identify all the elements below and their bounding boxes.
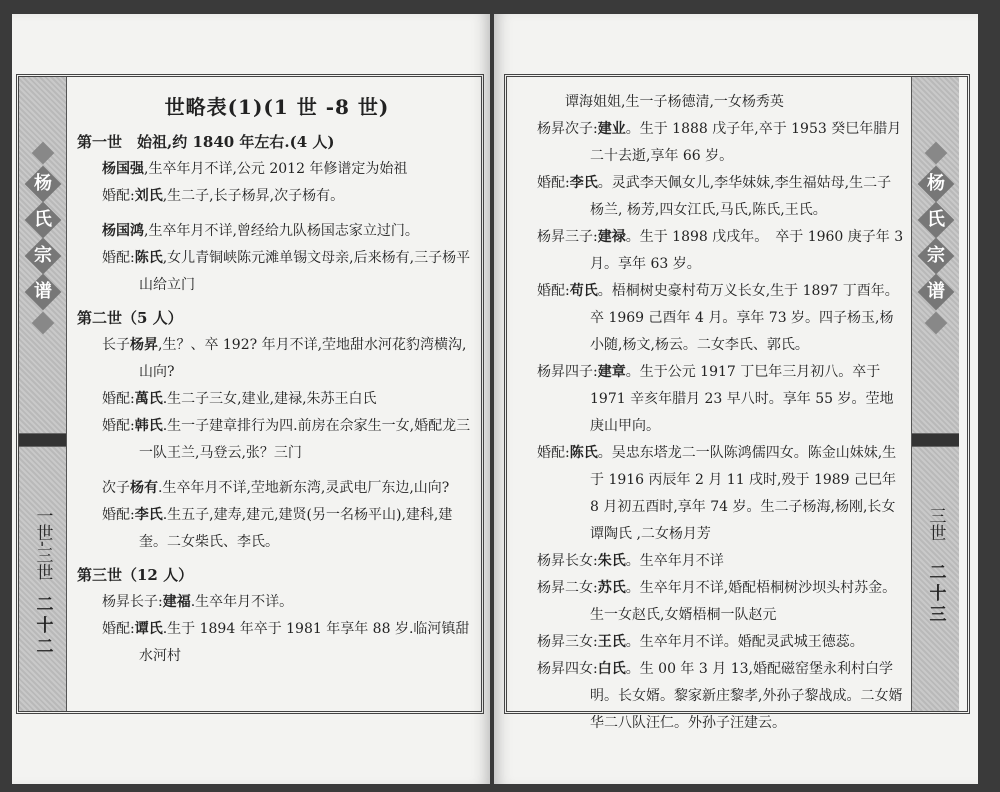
entry-text: 。吴忠东塔龙二一队陈鸿儒四女。陈金山妹妹,生于 1916 丙辰年 2 月 11 戌时,殁于 1989 己巳年 8 月初五酉时,享年 74 岁。生二子杨海,杨刚,长女谭陶氏 ,二女杨月芳: [590, 445, 897, 542]
genealogy-entry: [102, 332, 477, 386]
entry-name: 韩氏: [134, 418, 163, 434]
page-frame: [504, 74, 970, 731]
entry-prefix: 婚配:: [537, 175, 570, 191]
genealogy-entry: [537, 278, 905, 359]
left-page-body: [77, 77, 477, 670]
continued-text: 谭海姐姐,生一子杨德清,一女杨秀英: [565, 94, 784, 110]
brand-diamonds: [912, 137, 959, 339]
brand-diamonds: [19, 137, 66, 339]
entry-name: 杨国强: [102, 161, 144, 177]
entry-name: 陈氏: [134, 250, 163, 266]
entry-text: ,生卒年月不详,公元 2012 年修谱定为始祖: [144, 161, 408, 177]
genealogy-entry: [102, 589, 477, 616]
entry-text: .生一子建章排行为四.前房在佘家生一女,婚配龙三一队王兰,马登云,张？三门: [139, 418, 471, 461]
entry-name: 朱氏: [597, 553, 626, 569]
brand-char-text: 谱: [33, 281, 52, 302]
entry-name: 陈氏: [569, 445, 598, 461]
entry-name: 王氏: [597, 634, 626, 650]
side-labels: [912, 507, 959, 626]
genealogy-entry: [102, 156, 477, 183]
genealogy-entry: [102, 413, 477, 467]
entry-prefix: 次子: [102, 480, 130, 496]
brand-char: [24, 238, 61, 275]
diamond-ornament: [31, 312, 54, 335]
entry-text: ,女儿青铜峡陈元滩单锡文母亲,后来杨有,三子杨平山给立门: [139, 250, 471, 293]
entry-text: 。生于公元 1917 丁巳年三月初八。卒于 1971 辛亥年腊月 23 早八时。享年 55 岁。茔地庚山甲向。: [590, 364, 894, 434]
entry-name: 刘氏: [134, 188, 163, 204]
page-title: 世略表(1)(1 世 -8 世): [164, 95, 390, 119]
genealogy-entry: [102, 218, 477, 245]
entry-prefix: 婚配:: [102, 621, 135, 637]
brand-char-text: 宗: [33, 245, 52, 266]
diamond-ornament: [31, 142, 54, 165]
genealogy-entry: [102, 245, 477, 299]
entry-text: 。梧桐树史豪村苟万义长女,生于 1897 丁酉年。卒 1969 己酉年 4 月。享年 73 岁。四子杨玉,杨小随,杨文,杨云。二女李氏、郭氏。: [590, 283, 899, 353]
entry-name: 建章: [597, 364, 626, 380]
entry-prefix: 杨昇三子:: [537, 229, 598, 245]
entry-prefix: 婚配:: [537, 445, 570, 461]
brand-char: [917, 274, 954, 311]
brand-char: [917, 202, 954, 239]
page-number: 二十三: [925, 563, 946, 626]
right-page: [494, 14, 978, 784]
brand-char-text: 谱: [926, 281, 945, 302]
entry-prefix: 杨昇四女:: [537, 661, 598, 677]
brand-char: [24, 202, 61, 239]
entry-name: 萬氏: [134, 391, 163, 407]
entry-text: 。生卒年月不详: [625, 553, 724, 569]
brand-char-text: 宗: [926, 245, 945, 266]
genealogy-entry: [537, 170, 905, 224]
genealogy-entry: [537, 116, 905, 170]
genealogy-entry: [102, 386, 477, 413]
genealogy-entry: [102, 502, 477, 556]
genealogy-entry: [537, 440, 905, 548]
generation-heading: 第二世（5 人）: [77, 309, 183, 327]
entry-name: 李氏: [569, 175, 598, 191]
page-number: 二十二: [32, 594, 53, 658]
genealogy-entry: [102, 475, 477, 502]
entry-name: 李氏: [134, 507, 163, 523]
brand-char: [917, 238, 954, 275]
brand-char-text: 杨: [33, 173, 52, 194]
right-page-body: [537, 89, 905, 737]
genealogy-entry: [537, 224, 905, 278]
brand-char: [917, 166, 954, 203]
diamond-ornament: [924, 142, 947, 165]
genealogy-entry: [537, 359, 905, 440]
entry-prefix: 长子: [102, 337, 130, 353]
entry-text: ,生？、卒 192? 年月不详,茔地甜水河花豹湾横沟,山向?: [139, 337, 467, 380]
entry-name: 苟氏: [569, 283, 598, 299]
generation-range: 三世: [925, 507, 946, 541]
entry-prefix: 杨昇二女:: [537, 580, 598, 596]
genealogy-entry: [537, 575, 905, 629]
entry-text: ,生卒年月不详,曾经给九队杨国志家立过门。: [144, 223, 419, 239]
entry-prefix: 婚配:: [102, 507, 135, 523]
diamond-ornament: [924, 312, 947, 335]
brand-char-text: 杨: [926, 173, 945, 194]
divider-band: [912, 433, 959, 447]
genealogy-entry: [102, 616, 477, 670]
page-frame: [16, 74, 484, 714]
brand-char-text: 氏: [926, 209, 945, 230]
entry-text: 。生于 1898 戊戌年。 卒于 1960 庚子年 3 月。享年 63 岁。: [590, 229, 904, 272]
entry-text: .生二子三女,建业,建禄,朱苏王白氏: [162, 391, 377, 407]
side-strip: [911, 77, 959, 711]
entry-text: 。生卒年月不详,婚配梧桐树沙坝头村苏金。生一女赵氏,女婿梧桐一队赵元: [590, 580, 897, 623]
genealogy-entry: [537, 629, 905, 656]
generation-heading: 第一世 始祖,约 1840 年左右.(4 人): [77, 133, 335, 151]
generation-range: 一世-三世: [32, 507, 53, 581]
genealogy-entry: [537, 548, 905, 575]
entry-name: 谭氏: [134, 621, 163, 637]
entry-name: 建禄: [597, 229, 626, 245]
brand-char: [24, 274, 61, 311]
entry-prefix: 杨昇三女:: [537, 634, 598, 650]
entry-prefix: 杨昇长子:: [102, 594, 163, 610]
entry-prefix: 杨昇次子:: [537, 121, 598, 137]
entry-text: .生卒年月不详,茔地新东湾,灵武电厂东边,山向?: [158, 480, 450, 496]
entry-name: 杨国鸿: [102, 223, 144, 239]
brand-char: [24, 166, 61, 203]
side-labels: [19, 507, 66, 658]
entry-text: .生于 1894 年卒于 1981 年享年 88 岁.临河镇甜水河村: [139, 621, 470, 664]
entry-name: 杨有: [130, 480, 158, 496]
entry-text: 。生 00 年 3 月 13,婚配磁窑堡永利村白学明。长女婿。黎家新庄黎孝,外孙子黎战成。二女婿华二八队汪仁。外孙子汪建云。: [590, 661, 903, 731]
left-page: [12, 14, 490, 784]
brand-char-text: 氏: [33, 209, 52, 230]
divider-band: [19, 433, 66, 447]
entry-prefix: 婚配:: [102, 391, 135, 407]
entry-text: 。生于 1888 戊子年,卒于 1953 癸巳年腊月二十去逝,享年 66 岁。: [590, 121, 902, 164]
entry-prefix: 杨昇长女:: [537, 553, 598, 569]
genealogy-entry: [537, 656, 905, 737]
entry-text: .生五子,建寿,建元,建贤(另一名杨平山),建科,建奎。二女柴氏、李氏。: [139, 507, 453, 550]
entry-text: 。生卒年月不详。婚配灵武城王德蕊。: [625, 634, 864, 650]
entry-name: 杨昇: [130, 337, 158, 353]
entry-text: ,生二子,长子杨昇,次子杨有。: [162, 188, 345, 204]
entry-prefix: 婚配:: [102, 418, 135, 434]
entry-name: 建业: [597, 121, 626, 137]
entry-name: 白氏: [597, 661, 626, 677]
entry-text: 。灵武李天佩女儿,李华妹妹,李生福姑母,生二子杨兰, 杨芳,四女江氏,马氏,陈氏,王氏。: [590, 175, 892, 218]
entry-prefix: 婚配:: [102, 250, 135, 266]
genealogy-entry: [102, 183, 477, 210]
entry-name: 苏氏: [597, 580, 626, 596]
entry-prefix: 杨昇四子:: [537, 364, 598, 380]
side-strip: [19, 77, 67, 711]
entry-prefix: 婚配:: [537, 283, 570, 299]
entry-prefix: 婚配:: [102, 188, 135, 204]
generation-heading: 第三世（12 人）: [77, 566, 194, 584]
entry-text: .生卒年月不详。: [190, 594, 294, 610]
entry-name: 建福: [162, 594, 191, 610]
